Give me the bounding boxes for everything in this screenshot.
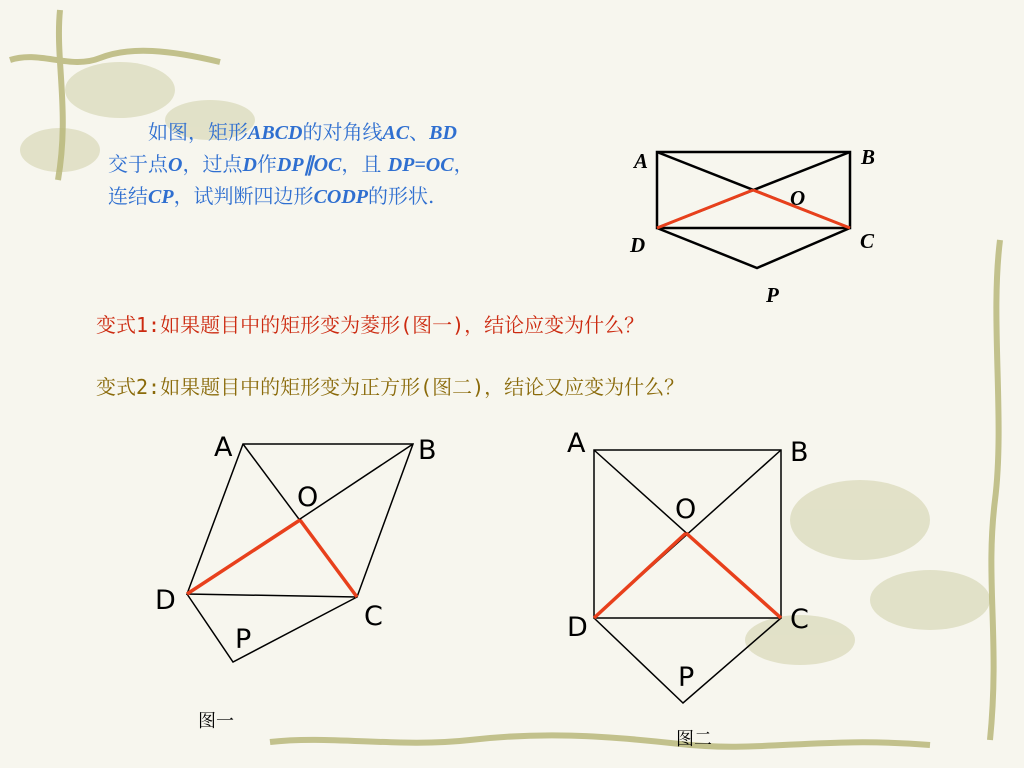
label-c: C: [364, 601, 383, 632]
text-segment: ，过点: [182, 152, 243, 176]
label-a: A: [567, 428, 586, 459]
label-d: D: [155, 585, 176, 616]
text-segment: 连结: [108, 184, 148, 208]
figure-1-caption: 图一: [198, 711, 234, 732]
segment-oc: [300, 520, 357, 597]
label-b: B: [861, 145, 876, 169]
variant-1-text: 变式1:如果题目中的矩形变为菱形(图一)，结论应变为什么？: [96, 313, 645, 337]
math-segment: CP: [148, 186, 174, 208]
math-segment: DP=OC: [387, 154, 454, 176]
label-d: D: [567, 612, 588, 643]
math-segment: D: [242, 154, 257, 176]
label-o: O: [297, 482, 319, 513]
text-segment: 作: [256, 152, 277, 176]
segment-od: [187, 520, 300, 594]
math-segment: DP∥OC: [276, 154, 342, 176]
text-segment: ，试判断四边形: [173, 184, 314, 208]
variant-2-text: 变式2:如果题目中的矩形变为正方形(图二)，结论又应变为什么？: [96, 375, 685, 399]
text-segment: ，且: [341, 152, 388, 176]
math-segment: AC: [382, 122, 410, 144]
label-c: C: [860, 229, 875, 253]
segment-od: [594, 533, 686, 618]
text-segment: 交于点: [108, 152, 168, 176]
label-p: P: [766, 283, 779, 307]
text-segment: ，: [453, 152, 474, 176]
math-segment: ABCD: [248, 122, 303, 144]
text-segment: 的形状.: [368, 184, 435, 208]
label-c: C: [790, 604, 809, 635]
label-d: D: [630, 233, 646, 257]
text-segment: 、: [409, 120, 430, 144]
rectangle-figure: [657, 152, 850, 268]
label-o: O: [790, 186, 806, 210]
segment-od: [657, 190, 753, 228]
label-p: P: [235, 624, 252, 655]
text-segment: 如图，矩形: [148, 120, 248, 144]
math-segment: CODP: [313, 186, 369, 208]
label-b: B: [418, 435, 437, 466]
segments-dp-pc: [187, 594, 357, 662]
math-segment: O: [168, 154, 183, 176]
label-b: B: [790, 437, 809, 468]
label-o: O: [675, 494, 697, 525]
math-segment: BD: [429, 122, 457, 144]
label-a: A: [634, 149, 649, 173]
segments-dp-pc: [657, 228, 850, 268]
figure-2-caption: 图二: [676, 729, 712, 750]
text-segment: 的对角线: [302, 120, 383, 144]
label-a: A: [214, 432, 233, 463]
segment-oc: [686, 533, 781, 618]
label-p: P: [678, 662, 695, 693]
